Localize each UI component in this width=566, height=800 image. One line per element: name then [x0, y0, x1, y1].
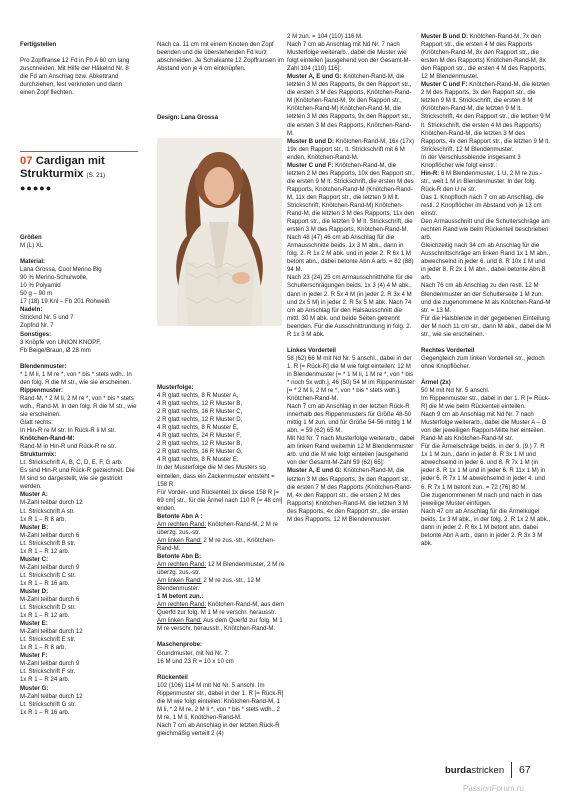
section-heading: Blendenmuster:: [20, 362, 67, 370]
section-heading: Muster A:: [20, 491, 48, 499]
column-3: [287, 33, 415, 524]
text-block: [157, 682, 285, 738]
section-heading: Strukturmix:: [20, 451, 57, 459]
text-block: [20, 395, 138, 435]
text-block: [20, 443, 138, 451]
brand-light: stricken: [471, 765, 505, 776]
paragraph-text: 2 M zun. = 104 (110) 116 M. Nach 7 cm ab Anschlag mit Nd Nr. 7 nach Musterfolge weiterarb., dabei die Muster wie folgt einteilen [ausgehend von der Gesamt-M-Zahl 104 (110) 116]:: [287, 33, 411, 73]
inline-heading: Muster A, E und G:: [287, 73, 342, 81]
inline-heading: Muster B und D:: [287, 137, 335, 145]
paragraph-text: Grundmuster, mit Nd Nr. 7: 16 M und 23 R = 10 x 10 cm: [157, 649, 234, 665]
paragraph-text: Rand-M in Hin-R und Rück-R re str.: [20, 443, 117, 451]
paragraph-text: Knötchen-Rand-M, die letzten 3 M des Rapports, 3x den Rapport str., die ersten 7 M des Rapports (Knötchen-Rand-M, 4x den Rapport str., die ersten 2 M des Rapports) Knötchen-Rand-M, die letzten 3 M des Rapports, 4x den Rapport str., die ersten M des Rapports, 12 M Blendenmuster.: [287, 467, 412, 523]
paragraph-text: 12 M Blendenmuster, 2 M re überzg. zus.-str.: [157, 561, 285, 577]
page-reference: (S. 21): [86, 172, 106, 179]
inline-heading: Hin-R:: [421, 169, 440, 177]
paragraph-text: 4 R glatt rechts, 8 R Muster A, 4 R glatt rechts, 12 R Muster B, 2 R glatt rechts, 16 R Muster C, 2 R glatt rechts, 12 R Muster D, 4 R glatt rechts, 8 R Muster E, 4 R glatt rechts, 24 R Muster F, 2 R glatt rechts, 12 R Muster B, 2 R glatt rechts, 16 R Muster G, 4 R glatt rechts, 8 R Muster E. In der Musterfolge die M des Musters so einteilen, dass ein Zackenmuster entsteht = 158 R. Für Vorder- und Rückenteil 1x diese 158 R [= 69 cm] str., für die Ärmel nach 110 R [= 48 cm] enden.: [157, 392, 283, 512]
paragraph-text: Knötchen-Rand-M, 16x (17x) 19x den Rapport str., lt. Strickschrift mit 6 M enden, Knötchen-Rand-M.: [287, 137, 414, 161]
model-photo: [157, 138, 282, 326]
pattern-number: 07: [20, 155, 33, 167]
text-block: [421, 387, 551, 548]
text-block: [157, 537, 285, 553]
inline-heading: Muster B und D:: [421, 33, 469, 40]
inline-heading: Muster C und F:: [287, 161, 334, 169]
paragraph-text: Knötchen-Rand-M, 2 M re überzg. zus.-str.: [157, 520, 278, 536]
finishing-text: Pro Zopffranse 12 Fd in Fb A 60 cm lang zuschneiden. Mit Hilfe der Häkelnd Nr. 8 die Fd am Anschlag bzw. Abkettrand durchziehen, fest verknoten und dann einen Zopf flechten.: [20, 57, 130, 97]
paragraph-text: M-Zahl teilbar durch 12 Lt. Strickschrift A str. 1x R 1 – R 8 arb.: [20, 499, 83, 523]
paragraph-text: Aus dem Querfd zur folg. M 1 M re verschr. herausstr., Knötchen-Rand-M.: [157, 617, 283, 633]
paragraph-text: M-Zahl teilbar durch 12 Lt. Strickschrift E str. 1x R 1 – R 8 arb.: [20, 628, 83, 652]
text-block: [20, 250, 138, 258]
underlined-label: Am linken Rand:: [157, 617, 202, 625]
text-block: [20, 564, 138, 588]
text-block: [20, 355, 138, 363]
section-heading: Betonte Abn A :: [157, 512, 203, 520]
text-block: [287, 138, 415, 162]
text-block: [157, 392, 285, 513]
paragraph-text: Rand-M, * 2 M li, 2 M re *, von * bis * stets wdh., Rand-M. In den folg. R die M str., wie sie erscheinen. Glatt rechts: In Hin-R re M str. In Rück-R li M str.: [20, 394, 137, 435]
text-block: [287, 467, 415, 523]
underlined-label: Am rechten Rand:: [157, 561, 207, 569]
paragraph-text: M-Zahl teilbar durch 6 Lt. Strickschrift B str. 1x R 1 – R 12 arb.: [20, 531, 80, 555]
section-heading: Muster D:: [20, 587, 49, 595]
paragraph-text: M-Zahl teilbar durch 9 Lt. Strickschrift F str. 1x R 1 – R 24 arb.: [20, 660, 80, 684]
text-block: [287, 162, 415, 339]
paragraph-text: Stricknd Nr. 5 und 7 Zopfnd Nr. 7: [20, 314, 74, 330]
finishing-continued-text: Nach ca. 11 cm mit einem Knoten den Zopf beenden und die überstehenden Fd kurz abschneiden. Je Schalkante 12 Zopffransen im Abstand von je 4 cm einknüpfen.: [157, 41, 284, 73]
paragraph-text: 58 (62) 66 M mit Nd Nr. 5 anschl., dabei in der 1. R [= Rück-R] die M wie folgt einteilen: 12 M in Blendenmuster [= * 1 M li, 1 M re *, von * bis * noch 5x wdh.], 46 (50) 54 M im Rippenmuster [= * 2 M li, 2 M re *, von * bis * stets wdh.], Knötchen-Rand-M. Nach 7 cm ab Anschlag in der letzten Rück-R innerhalb des Rippenmusters für Größe 48-50 mittig 1 M zun. und für Größe 54-56 mittig 1 M abn. = 59 (62) 65 M. Mit Nd Nr. 7 nach Musterfolge weiterarb., dabei am linken Rand weiterhin 12 M Blendenmuster arb. und die M wie folgt einteilen [ausgehend von der Gesamt-M-Zahl 59 (62) 65]:: [287, 354, 415, 467]
text-block: [20, 314, 138, 330]
design-credit: Design: Lana Grossa: [157, 114, 218, 121]
column-2: [157, 384, 285, 738]
brand-bold: burda: [445, 765, 472, 776]
text-block: [157, 650, 285, 666]
paragraph-text: Knötchen-Rand-M, die letzten 2 M des Rapports, 3x den Rapport str., die letzten 9 M lt. Strickschrift, die ersten 8 M (Knötchen-Rand-M, die letzten 9 M lt. Strickschrift, 4x den Rapport str., die letzten 9 M lt. Strickschrift, die ersten 4 M des Rapports) Knötchen-Rand-M, die letzten 3 M des Rapports, 4x den Rapport str., die letzten 9 M lt. Strickschrift, 12 M Blendenmuster. In der Verschlussblende insgesamt 3 Knopflöcher wie folgt einstr.:: [421, 81, 551, 169]
inline-heading: Muster A, E und G:: [287, 467, 342, 475]
finishing-section: [20, 33, 138, 105]
text-block: [20, 660, 138, 684]
text-block: [421, 371, 551, 379]
section-heading: Nadeln:: [20, 306, 43, 314]
section-heading: Rückenteil: [157, 673, 188, 681]
text-block: [421, 170, 551, 339]
magazine-brand: [445, 765, 504, 776]
section-heading: Knötchen-Rand-M:: [20, 435, 75, 443]
paragraph-text: M (L) XL: [20, 242, 44, 250]
watermark: PassionForum.ru: [463, 784, 524, 793]
text-block: [20, 628, 138, 652]
footer-divider: [511, 762, 512, 778]
paragraph-text: Lt. Strickschrift A, B, C, D, E, F, G arb. Es sind Hin-R und Rück-R gezeichnet. Die M sind so dargestellt, wie sie gestrickt werden.: [20, 459, 135, 491]
text-block: [20, 266, 138, 306]
paragraph-text: Lana Grossa, Cool Merino Big 90 % Merino-Schurwolle, 10 % Polyamid 50 g – 90 m 17 (18) 19 Knl – Fb 201 Rohweiß: [20, 266, 110, 306]
section-heading: Musterfolge:: [157, 384, 194, 391]
section-heading: Muster E:: [20, 620, 48, 628]
section-rule: [20, 151, 138, 152]
paragraph-text: Knötchen-Rand-M, die letzten 3 M des Rapports, 8x den Rapport str., die ersten 3 M des Rapports, Knötchen-Rand-M (Knötchen-Rand-M, 9x den Rapport str., Knötchen-Rand-M) Knötchen-Rand-M, die letzten 3 M des Rapports, 9x den Rapport str., die ersten 3 M des Rapports, Knötchen-Rand-M.: [287, 73, 412, 137]
text-block: [421, 339, 551, 347]
paragraph-text: 3 Knöpfe von UNION KNOPF, Fb Beige/Braun, Ø 28 mm: [20, 338, 101, 354]
text-block: [20, 242, 138, 250]
difficulty-dots: ●●●●●: [20, 183, 53, 193]
section-heading: Muster B:: [20, 523, 49, 531]
section-heading: 1 M betont zun.:: [157, 593, 204, 601]
text-block: [157, 633, 285, 641]
paragraph-text: 6 M Blendenmuster, 1 U, 2 M re zus.-str., weit 1 M in Blendenmuster. In der folg. Rück-R den U re str. Das 1. Knopfloch nach 7 cm ab Anschlag, die restl. 2 Knopflöcher im Abstand von je 13 cm einstr. Den Armausschnitt und die Schulterschräge am rechten Rand wie beim Rückenteil beschrieben arb. Gleichzeitig nach 34 cm ab Anschlag für die Ausschnittschräge am linken Rand 1x 1 M abn., abwechselnd in jeder 6. und 8. R 10x 1 M und in jeder 8. R 2x 1 M abn., dabei betonte Abn B arb. Nach 76 cm ab Anschlag zu den restl. 12 M Blendenmuster an der Schulterseite 1 M zun. und die zugenommene M als Knötchen-Rand-M str. = 13 M. Für die Halsblende in der gegebenen Einteilung der M noch 11 cm str., dann M abk., dabei die M str., wie sie erscheinen.: [421, 169, 551, 338]
paragraph-text: * 1 M li, 1 M re *, von * bis * stets wdh.. In den folg. R die M str., wie sie erscheinen.: [20, 370, 132, 386]
inline-heading: Muster C und F:: [421, 81, 468, 89]
text-block: [421, 81, 551, 170]
paragraph-text: Knötchen-Rand-M, 7x den Rapport str., die ersten 4 M des Rapports (Knötchen-Rand-M, 8x den Rapport str., die ersten M des Rapports) Knötchen-Rand-M, 8x den Rapport str., die ersten 4 M des Rapports, 12 M Blendenmuster.: [421, 33, 546, 81]
text-block: [421, 33, 551, 81]
text-block: [157, 617, 285, 633]
text-block: [20, 339, 138, 355]
finishing-continued: [157, 33, 285, 81]
underlined-label: Am rechten Rand:: [157, 520, 207, 528]
section-heading: Rechtes Vorderteil: [421, 346, 475, 354]
text-block: [20, 459, 138, 491]
text-block: [421, 355, 551, 371]
paragraph-text: 2 M re zus.-str., 12 M Blendenmuster.: [157, 577, 261, 593]
text-block: [287, 73, 415, 137]
text-block: [287, 339, 415, 347]
text-block: [20, 596, 138, 620]
section-heading: Ärmel (2x): [421, 378, 451, 386]
text-block: [157, 666, 285, 674]
paragraph-text: M-Zahl teilbar durch 6 Lt. Strickschrift D str. 1x R 1 – R 12 arb.: [20, 596, 80, 620]
section-heading: Größen: [20, 234, 42, 241]
text-block: [157, 521, 285, 537]
section-heading: Muster C:: [20, 555, 49, 563]
text-block: [157, 601, 285, 617]
column-1: [20, 234, 138, 717]
paragraph-text: M-Zahl teilbar durch 12 Lt. Strickschrift G str. 1x R 1 – R 16 arb.: [20, 692, 83, 716]
section-heading: Maschenprobe:: [157, 641, 203, 649]
text-block: [20, 499, 138, 523]
underlined-label: Am linken Rand:: [157, 577, 202, 585]
paragraph-text: 102 (106) 114 M mit Nd Nr. 5 anschl. Im Rippenmuster str., dabei in der 1. R [= Rück-R] die M wie folgt einteilen: Knötchen-Rand-M, 1 M li, * 2 M re, 2 M li *, von * bis * stets wdh., 2 M re, 1 M li, Knötchen-Rand-M. Nach 7 cm ab Anschlag in der letzten Rück-R gleichmäßig verteilt 2 (4): [157, 681, 284, 737]
section-heading: Material:: [20, 258, 46, 266]
paragraph-text: Gegengleich zum linken Vorderteil str., jedoch ohne Knopflöcher.: [421, 354, 545, 370]
column-4: [421, 33, 551, 548]
pattern-title: [20, 155, 150, 182]
text-block: [287, 355, 415, 468]
section-heading: Sonstiges:: [20, 330, 52, 338]
underlined-label: Am linken Rand:: [157, 536, 202, 544]
text-block: [287, 33, 415, 73]
text-block: [157, 577, 285, 593]
section-heading: Muster G:: [20, 684, 49, 692]
underlined-label: Am rechten Rand:: [157, 601, 207, 609]
section-heading: Betonte Abn B:: [157, 552, 202, 560]
paragraph-text: Knötchen-Rand-M, aus dem Querfd zur folg. M 1 M re verschr. herausstr.: [157, 601, 285, 617]
text-block: [20, 371, 138, 387]
text-block: [20, 693, 138, 717]
text-block: [157, 561, 285, 577]
page-number: 67: [519, 764, 531, 776]
text-block: [20, 532, 138, 556]
paragraph-text: 50 M mit Nd Nr. 5 anschl. Im Rippenmuster str., dabei in der 1. R [= Rück-R] die M wie beim Rückenteil einteilen. Nach 9 cm ab Anschlag mit Nd Nr. 7 nach Musterfolge weiterarb., dabei die Muster A – G von der jeweiligen Rapport-Mitte her einteilen. Rand-M als Knötchen-Rand-M str. Für die Ärmelschräge beids. in der 9. (9.) 7. R 1x 1 M zun., dann in jeder 8. R 3x 1 M und abwechselnd in jeder 6. und 8. R 7x 1 M (in jeder 8. R 1x 1 M und in jeder 6. R 11x 1 M) in jeder 6. R 7x 1 M abwechselnd in jeder 4. und 6. R 7x 1 M betont zun. = 72 (76) 80 M. Die zugenommenen M nach und nach in das jeweilige Muster einfügen. Nach 47 cm ab Anschlag für die Ärmelkugel beids. 1x 3 M abk., in der folg. 2. R 1x 2 M abk., dann in jeder 2. R 6x 1 M betont abn. dabei betonte Abn A arb., dann in jeder 2. R 3x 3 M abk.: [421, 386, 551, 547]
pattern-name: Cardigan mit Strukturmix: [20, 155, 105, 180]
section-heading: Linkes Vorderteil: [287, 346, 336, 354]
paragraph-text: M-Zahl teilbar durch 9 Lt. Strickschrift C str. 1x R 1 – R 16 arb.: [20, 563, 80, 587]
paragraph-text: 2 M re zus.-str., Knötchen-Rand-M.: [157, 536, 275, 552]
section-heading: Muster F:: [20, 652, 48, 660]
section-heading: Rippenmuster:: [20, 386, 63, 394]
finishing-heading: Fertigstellen: [20, 41, 57, 49]
paragraph-text: Knötchen-Rand-M, die letzten 2 M des Rapports, 10x den Rapport str., die ersten 9 M lt. Strickschrift, die ersten M des Rapports, Knötchen-Rand-M (Knötchen-Rand-M, 11x den Rapport str., die letzten 9 M lt. Strickschrift, Knötchen-Rand-M) Knötchen-Rand-M, die letzten 3 M des Rapports, 11x den Rapport str., die letzten 9 M lt. Strickschrift, die ersten 3 M des Rapports, Knötchen-Rand-M. Nach 48 (47) 46 cm ab Anschlag für die Armausschnitte beids. 1x 3 M abk., dann in folg. 2. R 1x 2 M abk. und in jeder 2. R 6x 1 M betont abn., dabei betonte Abn A arb. = 82 (88) 94 M. Nach 23 (24) 25 cm Armausschnitthöhe für die Schulterschrägungen beids. 1x 3 (4) 4 M abk., dann in jeder 2. R 5x 4 M (in jeder 2. R 3x 4 M und 2x 5 M) in jeder 2. R 5x 5 M abk. Nach 74 cm ab Anschlag für den Halsausschnitt die mittl. 30 M abk. und beide Seiten getrennt beenden. Für die Ausschnittrundung in folg. 2. R 1x 3 M abk.: [287, 161, 415, 338]
